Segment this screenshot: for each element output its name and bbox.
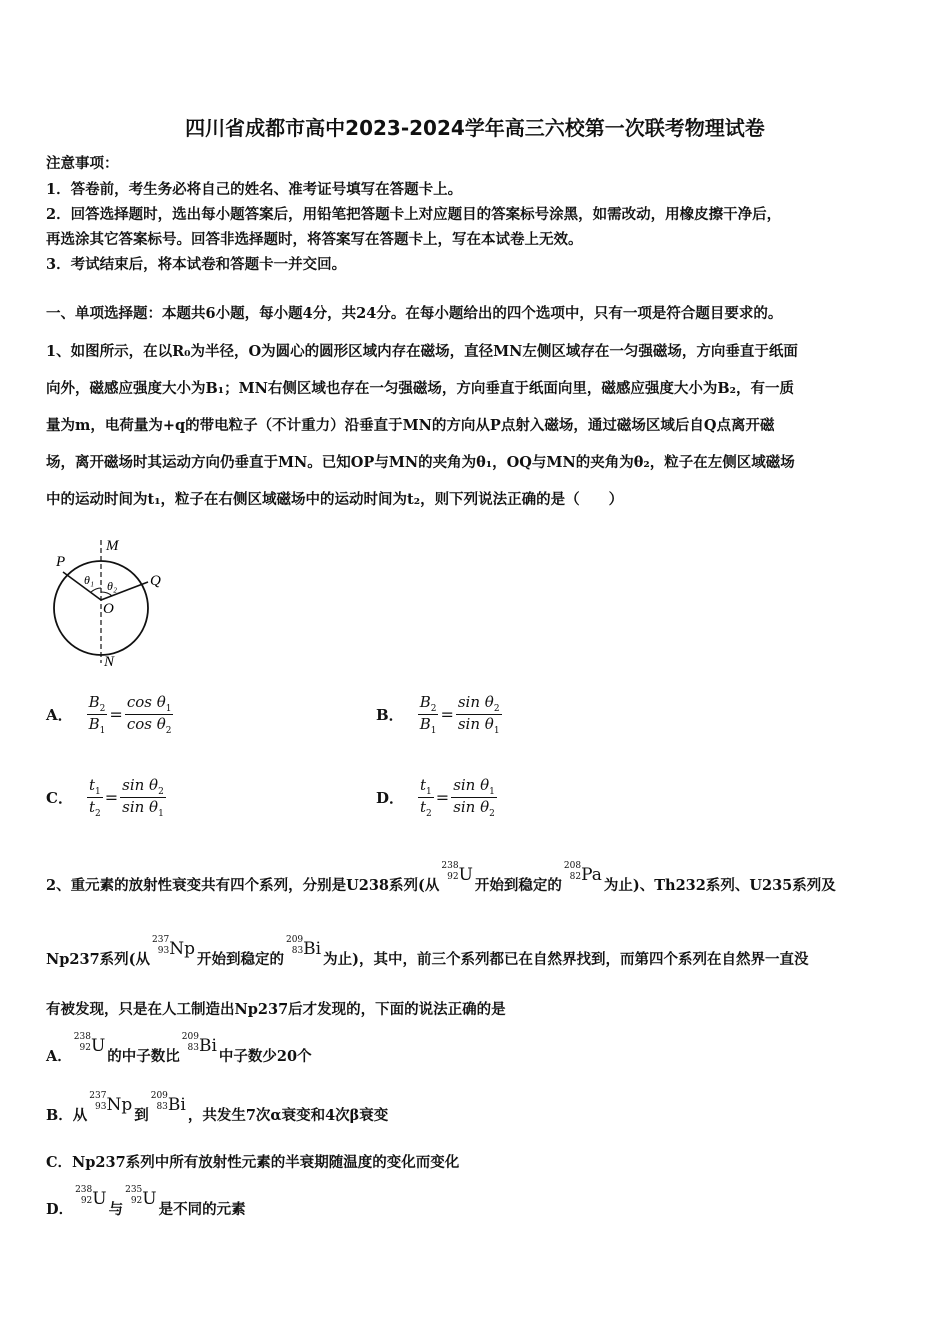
label-theta2: θ₂ (107, 579, 118, 593)
label-n: N (104, 654, 115, 670)
q1-text-line: 向外，磁感应强度大小为B₁；MN右侧区域也存在一匀强磁场，方向垂直于纸面向里，磁感应强度大小为B₂，有一质 (46, 380, 795, 397)
q1-option-a[interactable]: A． $\frac{B_2}{B_1}$ = $\frac{\cos \theta_1}{\cos \theta_2}$ (46, 693, 172, 736)
angle-arc-theta1 (91, 588, 101, 592)
q1-text-line: 1、如图所示，在以R₀为半径，O为圆心的圆形区域内存在磁场，直径MN左侧区域存在一匀强磁场，方向垂直于纸面 (46, 343, 798, 360)
q1-text-line: 中的运动时间为t₁，粒子在右侧区域磁场中的运动时间为t₂，则下列说法正确的是（ ） (46, 491, 624, 508)
q1-option-b[interactable]: B． $\frac{B_2}{B_1}$ = $\frac{\sin \theta_2}{\sin \theta_1}$ (376, 693, 500, 736)
label-p: P (56, 554, 66, 570)
q1-option-c[interactable]: C． $\frac{t_1}{t_2}$ = $\frac{\sin \theta_2}{\sin \theta_1}$ (46, 776, 164, 819)
isotope-np237: 237 93 Np (152, 935, 195, 959)
radius-op (63, 572, 101, 600)
isotope-bi209: 209 83 Bi (181, 1032, 217, 1056)
q2-text-line: 2、重元素的放射性衰变共有四个系列，分别是U238系列(从 238 92 U开始到稳定的 208 82 Pa为止)、Th232系列、U235系列及 (46, 874, 836, 897)
label-q: Q (150, 573, 161, 589)
q1-text-line: 场，离开磁场时其运动方向仍垂直于MN。已知OP与MN的夹角为θ₁，OQ与MN的夹角为θ₂，粒子在左侧区域磁场 (46, 454, 795, 471)
q2-option-b[interactable]: B．从 237 93 Np到 209 83 Bi，共发生7次α衰变和4次β衰变 (46, 1104, 388, 1127)
notes-heading: 注意事项： (46, 155, 119, 172)
q1-option-d[interactable]: D． $\frac{t_1}{t_2}$ = $\frac{\sin \theta_1}{\sin \theta_2}$ (376, 776, 495, 819)
q2-option-d[interactable]: D． 238 92 U与 235 92 U是不同的元素 (46, 1198, 246, 1221)
q2-text-line: 有被发现，只是在人工制造出Np237后才发现的，下面的说法正确的是 (46, 1001, 506, 1018)
notes-item: 再选涂其它答案标号。回答非选择题时，将答案写在答题卡上，写在本试卷上无效。 (46, 231, 583, 248)
isotope-u238: 238 92 U (73, 1032, 106, 1056)
isotope-np237: 237 93 Np (89, 1091, 133, 1115)
isotope-pa208: 208 82 Pa (563, 861, 602, 885)
notes-item: 1．答卷前，考生务必将自己的姓名、准考证号填写在答题卡上。 (46, 181, 463, 198)
section-heading: 一、单项选择题：本题共6小题，每小题4分，共24分。在每小题给出的四个选项中，只有一项是符合题目要求的。 (46, 305, 783, 322)
page-title: 四川省成都市高中2023-2024学年高三六校第一次联考物理试卷 (185, 116, 765, 140)
q1-text-line: 量为m，电荷量为+q的带电粒子（不计重力）沿垂直于MN的方向从P点射入磁场，通过磁场区域后自Q点离开磁 (46, 417, 775, 434)
q2-text-line: Np237系列(从 237 93 Np开始到稳定的 209 83 Bi为止)，其中，前三个系列都已在自然界找到，而第四个系列在自然界一直没 (46, 948, 808, 971)
q2-option-a[interactable]: A． 238 92 U的中子数比 209 83 Bi中子数少20个 (46, 1045, 312, 1068)
label-m: M (106, 538, 119, 554)
q1-circle-diagram (46, 530, 176, 670)
isotope-bi209: 209 83 Bi (150, 1091, 186, 1115)
label-theta1: θ₁ (84, 573, 95, 587)
label-o: O (103, 601, 114, 617)
isotope-u235: 235 92 U (125, 1185, 157, 1209)
isotope-u238: 238 92 U (441, 861, 473, 885)
notes-item: 3．考试结束后，将本试卷和答题卡一并交回。 (46, 256, 347, 273)
q2-option-c[interactable]: C．Np237系列中所有放射性元素的半衰期随温度的变化而变化 (46, 1154, 460, 1171)
isotope-u238: 238 92 U (75, 1185, 107, 1209)
notes-item: 2．回答选择题时，选出每小题答案后，用铅笔把答题卡上对应题目的答案标号涂黑，如需改动，用橡皮擦干净后， (46, 206, 782, 223)
isotope-bi209: 209 83 Bi (285, 935, 322, 959)
